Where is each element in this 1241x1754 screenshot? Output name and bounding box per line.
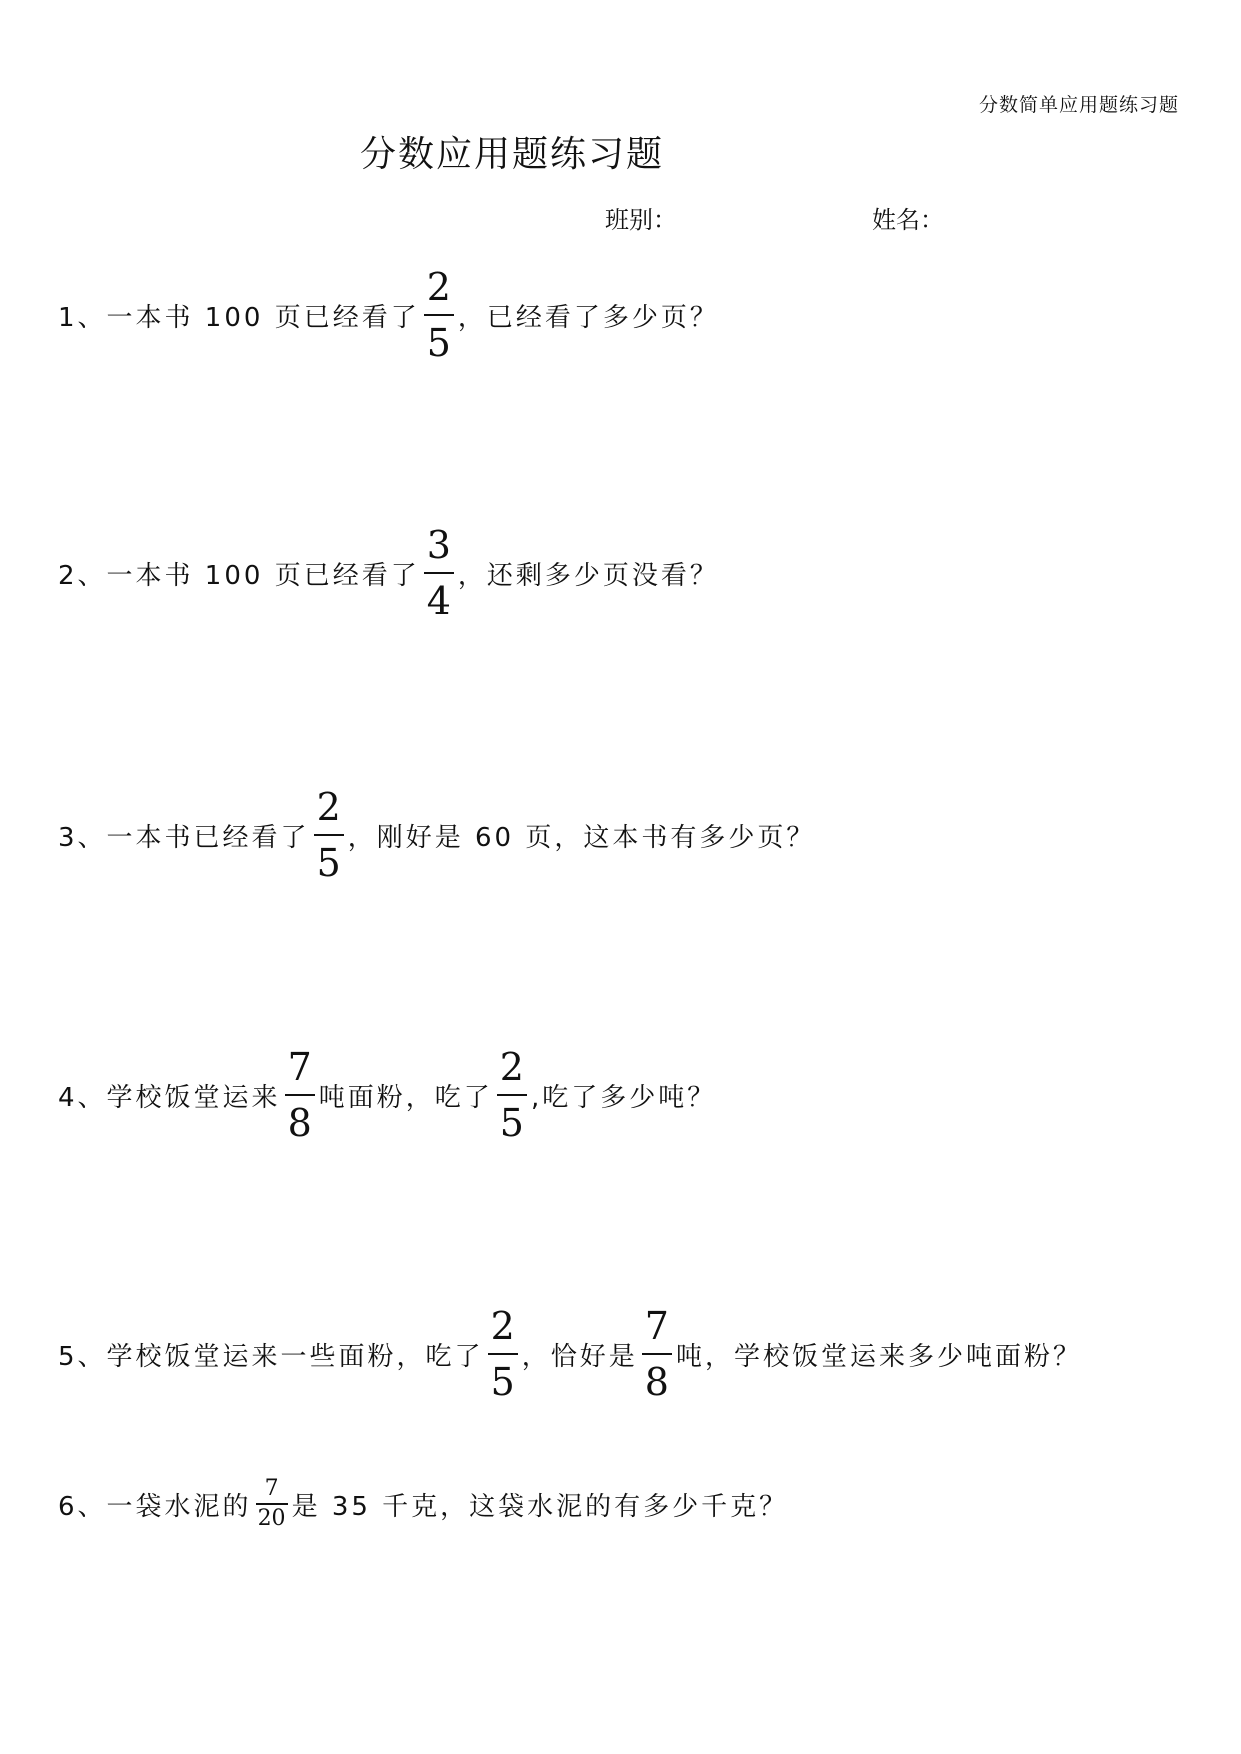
fraction-denominator: 4 xyxy=(426,579,451,623)
question-4 xyxy=(58,1045,717,1145)
question-text: ，已经看了多少页？ xyxy=(457,302,719,333)
question-3 xyxy=(58,785,816,885)
fraction-denominator: 8 xyxy=(287,1101,312,1145)
question-text: 吨面粉，吃了 xyxy=(318,1082,493,1113)
running-header: 分数简单应用题练习题 xyxy=(978,94,1179,116)
question-text: ，恰好是 xyxy=(521,1341,638,1372)
question-number: 1、 xyxy=(58,302,107,333)
fraction xyxy=(424,523,454,623)
fraction-numerator: 2 xyxy=(490,1304,515,1348)
question-number: 5、 xyxy=(58,1341,107,1372)
fraction-denominator: 5 xyxy=(490,1360,515,1404)
question-text: 一本书 100 页已经看了 xyxy=(106,302,420,333)
question-1 xyxy=(58,265,719,365)
fraction xyxy=(256,1478,288,1530)
fraction-numerator: 2 xyxy=(426,265,451,309)
fraction-numerator: 3 xyxy=(426,523,451,567)
fraction-numerator: 7 xyxy=(287,1045,312,1089)
fraction-denominator: 5 xyxy=(499,1101,524,1145)
fraction xyxy=(424,265,454,365)
fraction xyxy=(497,1045,527,1145)
question-text: ，刚好是 60 页，这本书有多少页？ xyxy=(347,822,816,853)
question-2 xyxy=(58,523,719,623)
question-text: 学校饭堂运来一些面粉，吃了 xyxy=(106,1341,484,1372)
fraction-denominator: 5 xyxy=(426,321,451,365)
question-6 xyxy=(58,1478,788,1530)
name-label: 姓名： xyxy=(872,206,944,234)
fraction-numerator: 7 xyxy=(644,1304,669,1348)
question-text: 一本书已经看了 xyxy=(106,822,310,853)
fraction-numerator: 7 xyxy=(264,1476,279,1501)
question-text: 学校饭堂运来 xyxy=(106,1082,281,1113)
question-text: 是 35 千克，这袋水泥的有多少千克？ xyxy=(291,1491,789,1522)
question-5 xyxy=(58,1304,1082,1404)
question-number: 2、 xyxy=(58,560,107,591)
class-label: 班别： xyxy=(605,206,677,234)
question-text: 一袋水泥的 xyxy=(106,1491,252,1522)
question-text: ，还剩多少页没看？ xyxy=(457,560,719,591)
fraction xyxy=(285,1045,315,1145)
fraction xyxy=(488,1304,518,1404)
question-text: 一本书 100 页已经看了 xyxy=(106,560,420,591)
question-text: 吨，学校饭堂运来多少吨面粉？ xyxy=(675,1341,1082,1372)
question-text: ,吃了多少吨？ xyxy=(530,1082,717,1113)
question-number: 6、 xyxy=(58,1491,107,1522)
fraction-denominator: 5 xyxy=(316,841,341,885)
worksheet-title: 分数应用题练习题 xyxy=(360,134,665,175)
fraction-numerator: 2 xyxy=(316,785,341,829)
fraction xyxy=(642,1304,672,1404)
fraction-denominator: 8 xyxy=(644,1360,669,1404)
question-number: 4、 xyxy=(58,1082,107,1113)
question-number: 3、 xyxy=(58,822,107,853)
fraction-denominator: 20 xyxy=(257,1506,286,1531)
fraction-numerator: 2 xyxy=(499,1045,524,1089)
fraction xyxy=(314,785,344,885)
student-info-fields xyxy=(0,200,1241,240)
